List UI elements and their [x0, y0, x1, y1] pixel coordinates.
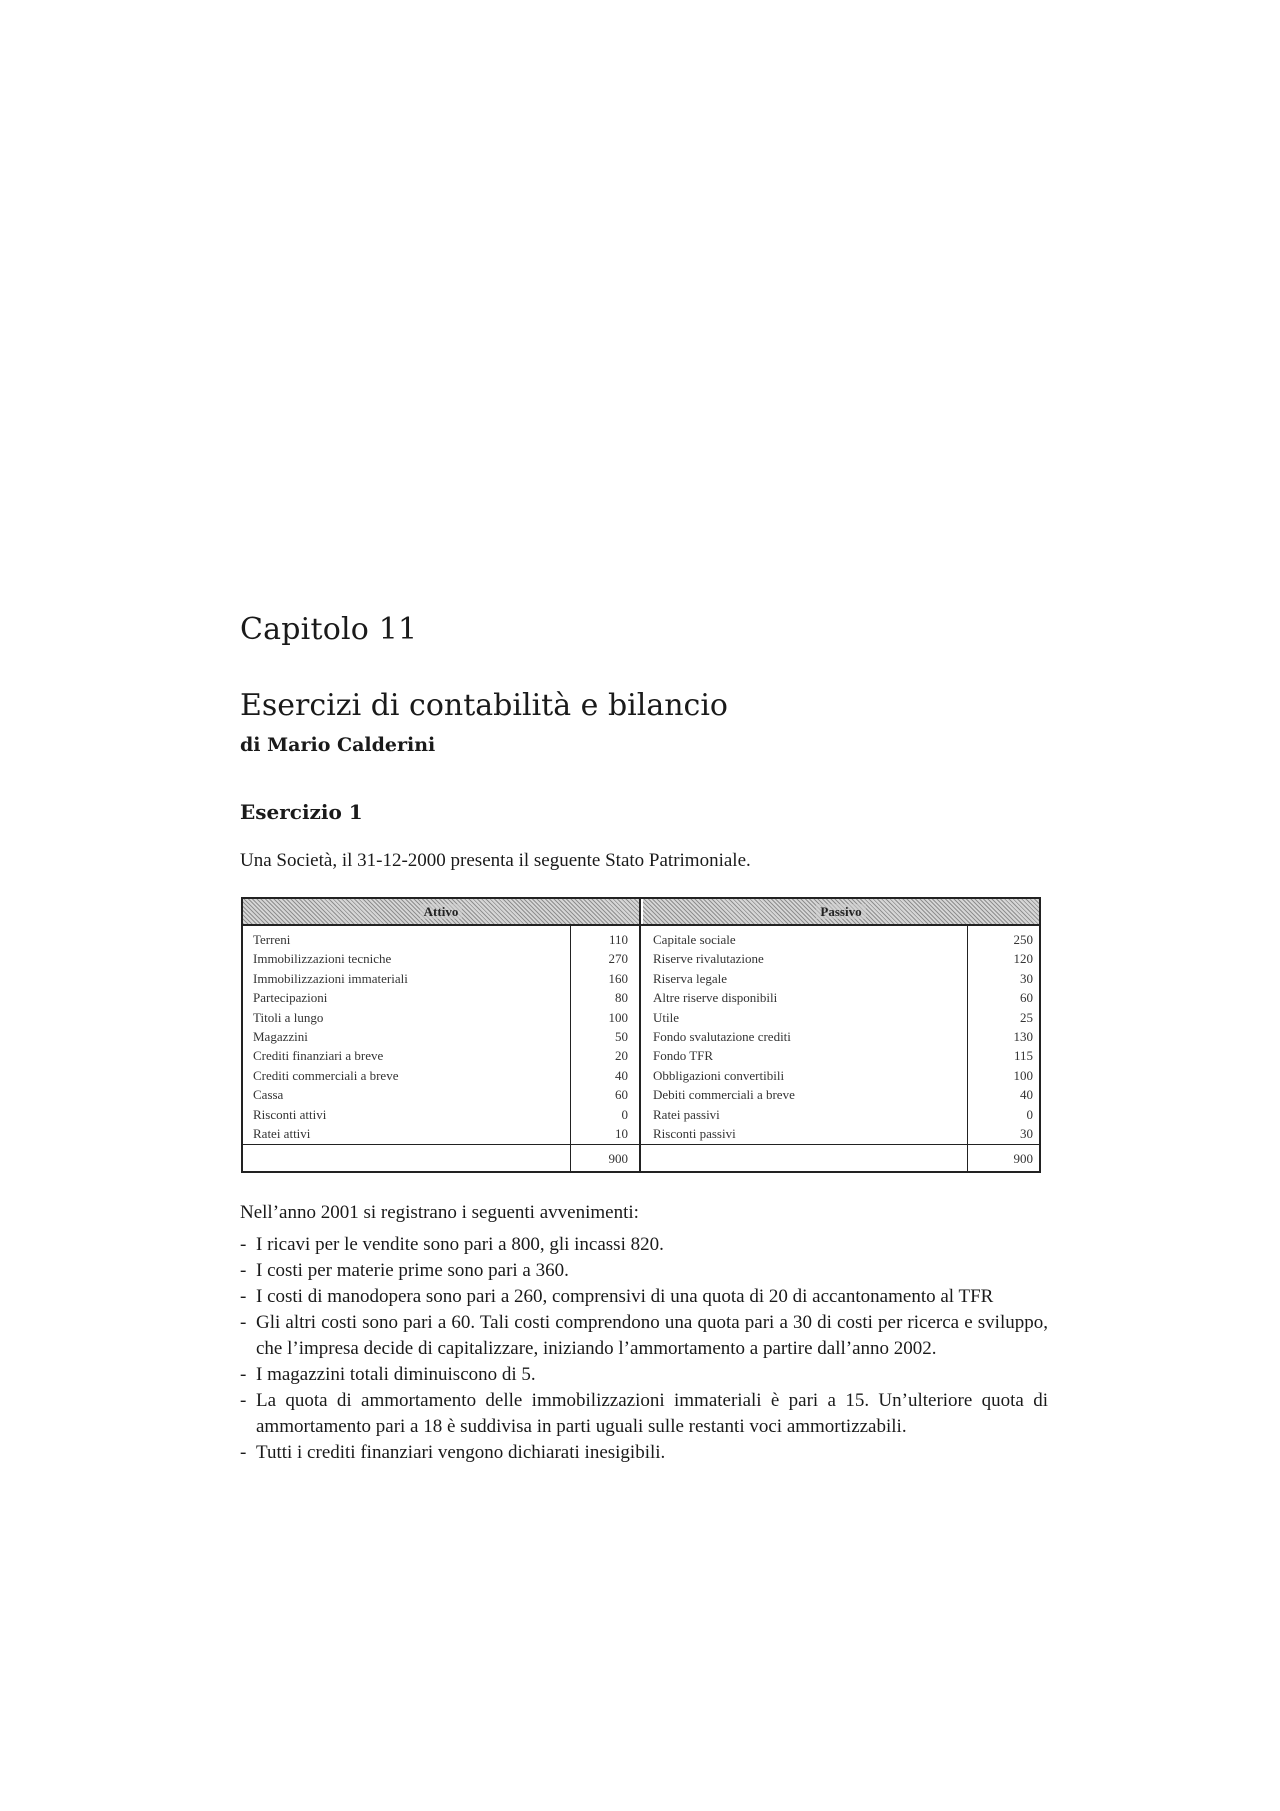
event-text: I magazzini totali diminuiscono di 5. — [256, 1364, 536, 1385]
intro-paragraph: Una Società, il 31-12-2000 presenta il seguente Stato Patrimoniale. — [240, 850, 751, 871]
passivo-row — [653, 988, 1033, 1007]
passivo-row-label: Altre riserve disponibili — [653, 990, 778, 1006]
passivo-row — [653, 1066, 1033, 1085]
attivo-header-label: Attivo — [420, 904, 463, 919]
passivo-list — [653, 930, 1033, 1143]
passivo-row — [653, 1027, 1033, 1046]
attivo-row-value: 160 — [608, 970, 628, 986]
bullet-dash: - — [240, 1442, 247, 1463]
passivo-row-label: Fondo svalutazione crediti — [653, 1028, 791, 1044]
event-text: I ricavi per le vendite sono pari a 800, gli incassi 820. — [256, 1234, 664, 1255]
passivo-row-label: Riserva legale — [653, 970, 727, 986]
exercise-title: Esercizio 1 — [240, 800, 363, 824]
attivo-row-label: Titoli a lungo — [253, 1009, 324, 1025]
attivo-row-label: Ratei attivi — [253, 1125, 311, 1141]
attivo-row-value: 50 — [615, 1028, 628, 1044]
passivo-row — [653, 969, 1033, 988]
passivo-row-label: Capitale sociale — [653, 932, 736, 947]
attivo-row-label: Magazzini — [253, 1028, 308, 1044]
passivo-row — [653, 949, 1033, 968]
event-item — [240, 1284, 1048, 1310]
passivo-row-value: 130 — [1013, 1028, 1033, 1044]
attivo-row-label: Crediti commerciali a breve — [253, 1067, 399, 1083]
event-item — [240, 1362, 1048, 1388]
attivo-row — [253, 988, 628, 1007]
author-line: di Mario Calderini — [240, 734, 436, 756]
passivo-row-value: 60 — [1020, 990, 1033, 1006]
bullet-dash: - — [240, 1390, 247, 1411]
passivo-row-value: 120 — [1013, 951, 1033, 967]
event-text: Gli altri costi sono pari a 60. Tali costi comprendono una quota pari a 30 di costi per ricerca e sviluppo, che l’impresa decide di capitalizzare, iniziando l’ammortamento a partire dall’anno 2002. — [256, 1312, 1048, 1359]
event-item — [240, 1232, 1048, 1258]
event-text: La quota di ammortamento delle immobilizzazioni immateriali è pari a 15. Un’ulteriore quota di ammortamento pari a 18 è suddivisa in parti uguali sulle restanti voci ammortizzabili. — [256, 1390, 1048, 1437]
column-divider — [639, 899, 641, 1171]
passivo-row-label: Risconti passivi — [653, 1125, 736, 1141]
passivo-row — [653, 1085, 1033, 1104]
bullet-dash: - — [240, 1286, 247, 1307]
attivo-row-label: Immobilizzazioni immateriali — [253, 970, 408, 986]
section-title: Esercizi di contabilità e bilancio — [240, 688, 728, 723]
attivo-row — [253, 1027, 628, 1046]
attivo-row — [253, 930, 628, 949]
event-item — [240, 1258, 1048, 1284]
bullet-dash: - — [240, 1234, 247, 1255]
passivo-row-value: 115 — [1013, 1048, 1033, 1064]
passivo-row-label: Ratei passivi — [653, 1106, 720, 1122]
event-text: I costi di manodopera sono pari a 260, comprensivi di una quota di 20 di accantonamento al TFR — [256, 1286, 994, 1307]
event-text: I costi per materie prime sono pari a 360. — [256, 1260, 569, 1281]
attivo-row-label: Crediti finanziari a breve — [253, 1048, 384, 1064]
balance-sheet-header — [243, 899, 1039, 926]
attivo-row — [253, 1066, 628, 1085]
passivo-row-value: 30 — [1020, 970, 1033, 986]
passivo-header-label: Passivo — [816, 904, 865, 919]
attivo-row-value: 0 — [621, 1106, 628, 1122]
attivo-row-value: 40 — [615, 1067, 628, 1083]
attivo-row — [253, 1085, 628, 1104]
attivo-row-value: 100 — [608, 1009, 628, 1025]
attivo-row — [253, 969, 628, 988]
attivo-row-value: 110 — [608, 932, 628, 947]
passivo-row-value: 250 — [1013, 932, 1033, 947]
passivo-row-value: 40 — [1020, 1087, 1033, 1103]
attivo-header — [243, 899, 639, 924]
attivo-row-value: 20 — [615, 1048, 628, 1064]
event-text: Tutti i crediti finanziari vengono dichiarati inesigibili. — [256, 1442, 666, 1463]
passivo-row-label: Riserve rivalutazione — [653, 951, 764, 967]
attivo-row-label: Partecipazioni — [253, 990, 328, 1006]
attivo-total: 900 — [608, 1151, 628, 1166]
attivo-row-label: Terreni — [253, 932, 291, 947]
chapter-title: Capitolo 11 — [240, 612, 418, 647]
balance-sheet-table — [241, 897, 1041, 1173]
attivo-list — [253, 930, 628, 1143]
attivo-row-label: Cassa — [253, 1087, 284, 1103]
bullet-dash: - — [240, 1260, 247, 1281]
attivo-row — [253, 1105, 628, 1124]
attivo-row — [253, 1046, 628, 1065]
passivo-row-value: 0 — [1026, 1106, 1033, 1122]
passivo-row-label: Utile — [653, 1009, 679, 1025]
passivo-header — [643, 899, 1039, 924]
attivo-row — [253, 949, 628, 968]
passivo-row-label: Obbligazioni convertibili — [653, 1067, 785, 1083]
event-item — [240, 1440, 1048, 1466]
passivo-row-value: 25 — [1020, 1009, 1033, 1025]
passivo-row-label: Debiti commerciali a breve — [653, 1087, 795, 1103]
passivo-row-label: Fondo TFR — [653, 1048, 714, 1064]
attivo-row-value: 60 — [615, 1087, 628, 1103]
passivo-row — [653, 1105, 1033, 1124]
attivo-row-label: Immobilizzazioni tecniche — [253, 951, 392, 967]
passivo-total: 900 — [1013, 1151, 1033, 1166]
passivo-row-value: 100 — [1013, 1067, 1033, 1083]
events-list — [240, 1232, 1048, 1466]
passivo-row — [653, 1124, 1033, 1143]
passivo-row — [653, 1046, 1033, 1065]
passivo-row — [653, 930, 1033, 949]
bullet-dash: - — [240, 1364, 247, 1385]
attivo-row-label: Risconti attivi — [253, 1106, 327, 1122]
event-item — [240, 1310, 1048, 1362]
passivo-row-value: 30 — [1020, 1125, 1033, 1141]
passivo-row — [653, 1008, 1033, 1027]
bullet-dash: - — [240, 1312, 247, 1333]
attivo-row-value: 10 — [615, 1125, 628, 1141]
attivo-row-value: 270 — [608, 951, 628, 967]
attivo-row — [253, 1124, 628, 1143]
events-intro: Nell’anno 2001 si registrano i seguenti avvenimenti: — [240, 1202, 639, 1223]
attivo-row — [253, 1008, 628, 1027]
event-item — [240, 1388, 1048, 1440]
attivo-row-value: 80 — [615, 990, 628, 1006]
total-divider — [243, 1144, 1039, 1145]
